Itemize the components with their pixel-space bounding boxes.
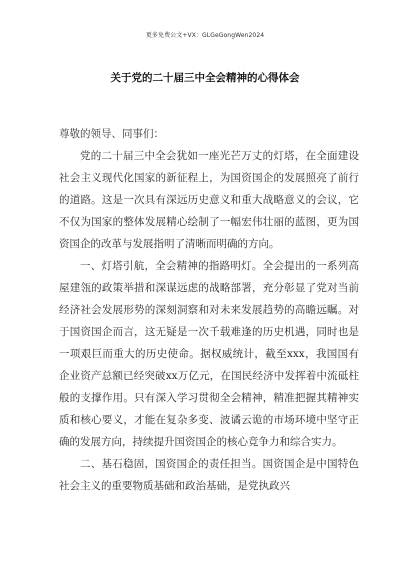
paragraph-section-one: 一、灯塔引航，全会精神的指路明灯。全会提出的一系列高屋建瓴的政策举措和深谋远虑的战略部署，充分彰显了党对当前经济社会发展形势的深刻洞察和对未来发展趋势的高瞻远瞩。对于国资国企而言，这无疑是一次千载难逢的历史机遇，同时也是一项艰巨而重大的历史使命。据权威统计，截至xxx，我国国有企业资产总额已经突破xx万亿元，在国民经济中发挥着中流砥柱般的支撑作用。只有深入学习贯彻全会精神，精准把握其精神实质和核心要义，才能在复杂多变、波谲云诡的市场环境中坚守正确的发展方向，持续提升国资国企的核心竞争力和综合实力。 (59, 260, 359, 448)
paragraph-intro: 党的二十届三中全会犹如一座光芒万丈的灯塔，在全面建设社会主义现代化国家的新征程上，为国资国企的发展照亮了前行的道路。这是一次具有深远历史意义和重大战略意义的会议，它不仅为国家的整体发展精心绘制了一幅宏伟壮丽的蓝图，更为国资国企的改革与发展指明了清晰而明确的方向。 (59, 150, 359, 250)
document-body (59, 145, 359, 497)
salutation: 尊敬的领导、同事们： (59, 128, 164, 140)
paragraph-section-two: 二、基石稳固，国资国企的责任担当。国资国企是中国特色社会主义的重要物质基础和政治基础，是党执政兴 (59, 458, 359, 492)
document-title: 关于党的二十届三中全会精神的心得体会 (110, 72, 300, 84)
header-note: 更多免费公文+VX：GLGeGongWen2024 (145, 32, 265, 39)
